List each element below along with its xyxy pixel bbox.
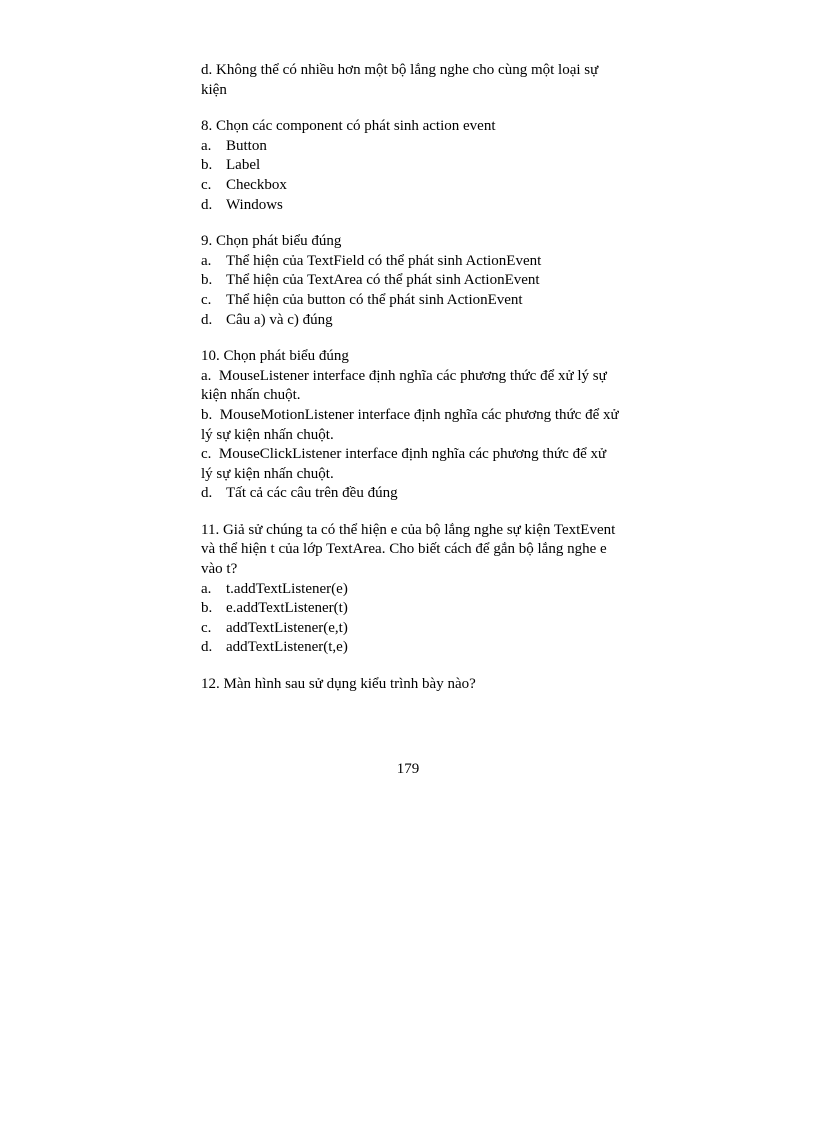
option-text: Checkbox	[226, 176, 287, 193]
option-letter: b.	[201, 600, 213, 617]
question-9-text: 9. Chọn phát biểu đúng	[201, 233, 342, 250]
option-letter: b.	[201, 272, 213, 289]
option-text: Windows	[226, 196, 283, 213]
option-letter: d.	[201, 196, 213, 213]
question-8	[201, 117, 621, 215]
question-10-text: 10. Chọn phát biểu đúng	[201, 348, 349, 365]
option-letter: d.	[201, 639, 213, 656]
question-10-option-c	[201, 445, 621, 484]
option-letter: b.	[201, 157, 213, 174]
option-letter: a.	[201, 137, 212, 154]
option-text: addTextListener(t,e)	[226, 639, 348, 656]
option-letter: d.	[201, 485, 213, 502]
question-10-option-d	[201, 484, 621, 504]
option-letter: c.	[201, 446, 212, 463]
option-letter: c.	[201, 619, 212, 636]
option-text: Thể hiện của TextArea có thể phát sinh ActionEvent	[226, 272, 540, 289]
option-text: Câu a) và c) đúng	[226, 311, 333, 328]
option-text: Tất cả các câu trên đều đúng	[226, 485, 398, 502]
option-letter: a.	[201, 252, 212, 269]
document-page	[201, 61, 621, 695]
option-letter: a.	[201, 580, 212, 597]
question-11-option-d	[201, 638, 621, 658]
option-text: MouseMotionListener interface định nghĩa các phương thức để xử lý sự kiện nhấn chuột.	[201, 406, 619, 443]
option-text: t.addTextListener(e)	[226, 580, 348, 597]
option-letter: d.	[201, 311, 213, 328]
continuation-option-d: d. Không thể có nhiều hơn một bộ lắng nghe cho cùng một loại sự kiện	[201, 62, 599, 98]
page-number: 179	[396, 761, 420, 777]
option-text: Button	[226, 137, 267, 154]
option-text: Thể hiện của TextField có thể phát sinh ActionEvent	[226, 252, 542, 269]
option-text: Label	[226, 157, 261, 174]
question-9-option-d	[201, 311, 621, 331]
question-11-text: 11. Giả sử chúng ta có thể hiện e của bộ lắng nghe sự kiện TextEvent và thể hiện t của lớp TextArea. Cho biết cách để gắn bộ lắng nghe e vào t?	[201, 521, 616, 578]
question-9	[201, 232, 621, 330]
option-letter: a.	[201, 367, 212, 384]
question-8-option-a	[201, 137, 621, 157]
question-10	[201, 347, 621, 504]
question-11	[201, 521, 621, 658]
question-8-option-b	[201, 156, 621, 176]
question-11-option-a	[201, 580, 621, 600]
question-12-text: 12. Màn hình sau sử dụng kiểu trình bày nào?	[201, 676, 476, 693]
question-11-option-c	[201, 619, 621, 639]
option-text: Thể hiện của button có thể phát sinh ActionEvent	[226, 291, 523, 308]
question-8-option-d	[201, 196, 621, 216]
question-11-option-b	[201, 599, 621, 619]
continuation-block	[201, 61, 621, 100]
option-letter: b.	[201, 406, 213, 423]
question-12	[201, 675, 621, 695]
question-9-option-c	[201, 291, 621, 311]
question-8-text: 8. Chọn các component có phát sinh action event	[201, 118, 496, 135]
question-9-option-b	[201, 271, 621, 291]
option-text: addTextListener(e,t)	[226, 619, 348, 636]
question-10-option-a	[201, 367, 621, 406]
option-letter: c.	[201, 176, 212, 193]
option-text: MouseListener interface định nghĩa các phương thức để xử lý sự kiện nhấn chuột.	[201, 367, 607, 404]
option-text: MouseClickListener interface định nghĩa các phương thức để xử lý sự kiện nhấn chuột.	[201, 446, 607, 482]
question-8-option-c	[201, 176, 621, 196]
question-9-option-a	[201, 252, 621, 272]
question-10-option-b	[201, 406, 621, 445]
option-text: e.addTextListener(t)	[226, 600, 348, 617]
option-letter: c.	[201, 291, 212, 308]
